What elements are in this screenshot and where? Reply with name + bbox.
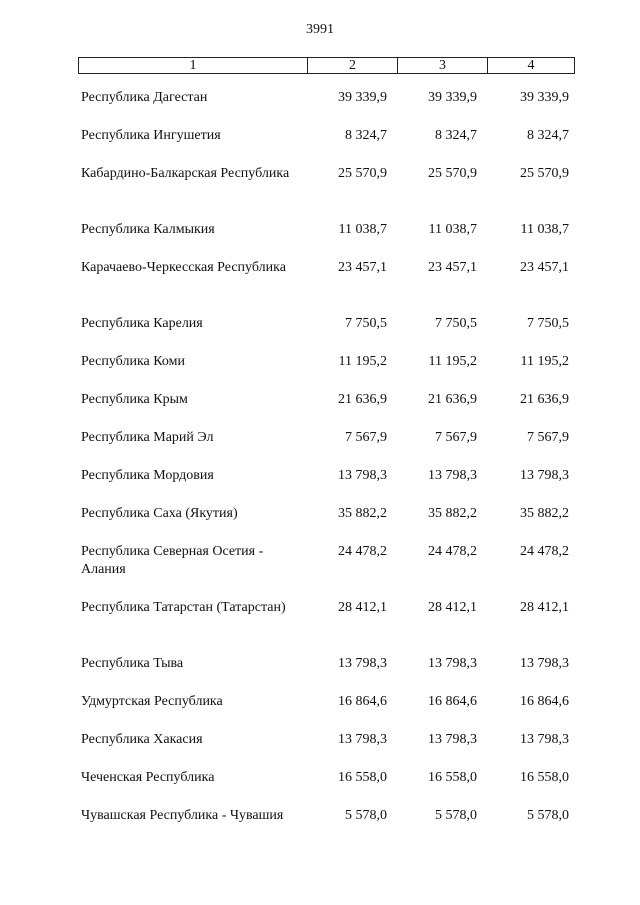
table-row bbox=[78, 505, 575, 543]
value-col-2: 16 558,0 bbox=[338, 770, 387, 785]
value-col-2: 16 864,6 bbox=[338, 694, 387, 709]
table-row bbox=[78, 165, 575, 221]
region-name: Республика Саха (Якутия) bbox=[81, 506, 238, 521]
header-col-4: 4 bbox=[487, 58, 574, 73]
table-row bbox=[78, 259, 575, 315]
value-col-2: 25 570,9 bbox=[338, 166, 387, 181]
value-col-3: 23 457,1 bbox=[428, 260, 477, 275]
value-col-3: 21 636,9 bbox=[428, 392, 477, 407]
value-col-2: 13 798,3 bbox=[338, 468, 387, 483]
value-col-2: 28 412,1 bbox=[338, 600, 387, 615]
value-col-4: 5 578,0 bbox=[527, 808, 569, 823]
value-col-2: 8 324,7 bbox=[345, 128, 387, 143]
region-name: Республика Тыва bbox=[81, 656, 184, 671]
value-col-3: 35 882,2 bbox=[428, 506, 477, 521]
region-name: Республика Дагестан bbox=[81, 90, 208, 105]
table-body bbox=[78, 89, 575, 845]
value-col-3: 24 478,2 bbox=[428, 544, 477, 559]
value-col-3: 28 412,1 bbox=[428, 600, 477, 615]
value-col-4: 16 864,6 bbox=[520, 694, 569, 709]
region-name: Республика Марий Эл bbox=[81, 430, 214, 445]
table-row bbox=[78, 391, 575, 429]
value-col-2: 35 882,2 bbox=[338, 506, 387, 521]
value-col-3: 11 038,7 bbox=[428, 222, 477, 237]
value-col-4: 25 570,9 bbox=[520, 166, 569, 181]
table-row bbox=[78, 693, 575, 731]
value-col-4: 8 324,7 bbox=[527, 128, 569, 143]
header-col-3: 3 bbox=[397, 58, 487, 73]
region-name: Республика Татарстан (Татарстан) bbox=[81, 600, 286, 615]
region-name: Республика Ингушетия bbox=[81, 128, 221, 143]
value-col-4: 13 798,3 bbox=[520, 732, 569, 747]
value-col-4: 13 798,3 bbox=[520, 468, 569, 483]
table-row bbox=[78, 221, 575, 259]
value-col-2: 23 457,1 bbox=[338, 260, 387, 275]
region-name: Республика Северная Осетия - Алания bbox=[81, 544, 264, 577]
table-row bbox=[78, 89, 575, 127]
value-col-3: 11 195,2 bbox=[428, 354, 477, 369]
region-name: Республика Крым bbox=[81, 392, 188, 407]
value-col-2: 13 798,3 bbox=[338, 732, 387, 747]
region-name: Республика Карелия bbox=[81, 316, 203, 331]
value-col-4: 21 636,9 bbox=[520, 392, 569, 407]
value-col-2: 39 339,9 bbox=[338, 90, 387, 105]
value-col-4: 16 558,0 bbox=[520, 770, 569, 785]
value-col-3: 5 578,0 bbox=[435, 808, 477, 823]
table-header bbox=[78, 57, 575, 74]
region-name: Республика Коми bbox=[81, 354, 185, 369]
value-col-3: 39 339,9 bbox=[428, 90, 477, 105]
value-col-4: 39 339,9 bbox=[520, 90, 569, 105]
table-row bbox=[78, 769, 575, 807]
value-col-3: 8 324,7 bbox=[435, 128, 477, 143]
value-col-3: 13 798,3 bbox=[428, 468, 477, 483]
value-col-3: 16 558,0 bbox=[428, 770, 477, 785]
value-col-4: 23 457,1 bbox=[520, 260, 569, 275]
table-row bbox=[78, 315, 575, 353]
table-row bbox=[78, 353, 575, 391]
table-row bbox=[78, 467, 575, 505]
value-col-2: 5 578,0 bbox=[345, 808, 387, 823]
region-name: Чеченская Республика bbox=[81, 770, 215, 785]
table-row bbox=[78, 807, 575, 845]
value-col-3: 13 798,3 bbox=[428, 732, 477, 747]
table-row bbox=[78, 127, 575, 165]
value-col-3: 13 798,3 bbox=[428, 656, 477, 671]
value-col-4: 7 567,9 bbox=[527, 430, 569, 445]
value-col-3: 25 570,9 bbox=[428, 166, 477, 181]
value-col-2: 7 750,5 bbox=[345, 316, 387, 331]
value-col-2: 13 798,3 bbox=[338, 656, 387, 671]
table-row bbox=[78, 429, 575, 467]
header-col-2: 2 bbox=[307, 58, 397, 73]
region-name: Удмуртская Республика bbox=[81, 694, 223, 709]
region-name: Республика Калмыкия bbox=[81, 222, 215, 237]
value-col-3: 7 750,5 bbox=[435, 316, 477, 331]
value-col-3: 7 567,9 bbox=[435, 430, 477, 445]
value-col-4: 11 038,7 bbox=[520, 222, 569, 237]
region-name: Республика Хакасия bbox=[81, 732, 203, 747]
table-row bbox=[78, 731, 575, 769]
header-col-1: 1 bbox=[189, 58, 197, 73]
table-row bbox=[78, 655, 575, 693]
page-number: 3991 bbox=[306, 22, 334, 37]
value-col-4: 13 798,3 bbox=[520, 656, 569, 671]
value-col-4: 28 412,1 bbox=[520, 600, 569, 615]
value-col-4: 35 882,2 bbox=[520, 506, 569, 521]
value-col-2: 11 195,2 bbox=[338, 354, 387, 369]
value-col-4: 7 750,5 bbox=[527, 316, 569, 331]
region-name: Кабардино-Балкарская Республика bbox=[81, 166, 290, 181]
value-col-2: 11 038,7 bbox=[338, 222, 387, 237]
region-name: Чувашская Республика - Чувашия bbox=[81, 808, 284, 823]
table-row bbox=[78, 543, 575, 599]
region-name: Республика Мордовия bbox=[81, 468, 214, 483]
value-col-2: 7 567,9 bbox=[345, 430, 387, 445]
value-col-2: 24 478,2 bbox=[338, 544, 387, 559]
value-col-4: 11 195,2 bbox=[520, 354, 569, 369]
table-row bbox=[78, 599, 575, 655]
value-col-4: 24 478,2 bbox=[520, 544, 569, 559]
region-name: Карачаево-Черкесская Республика bbox=[81, 260, 286, 275]
value-col-2: 21 636,9 bbox=[338, 392, 387, 407]
value-col-3: 16 864,6 bbox=[428, 694, 477, 709]
